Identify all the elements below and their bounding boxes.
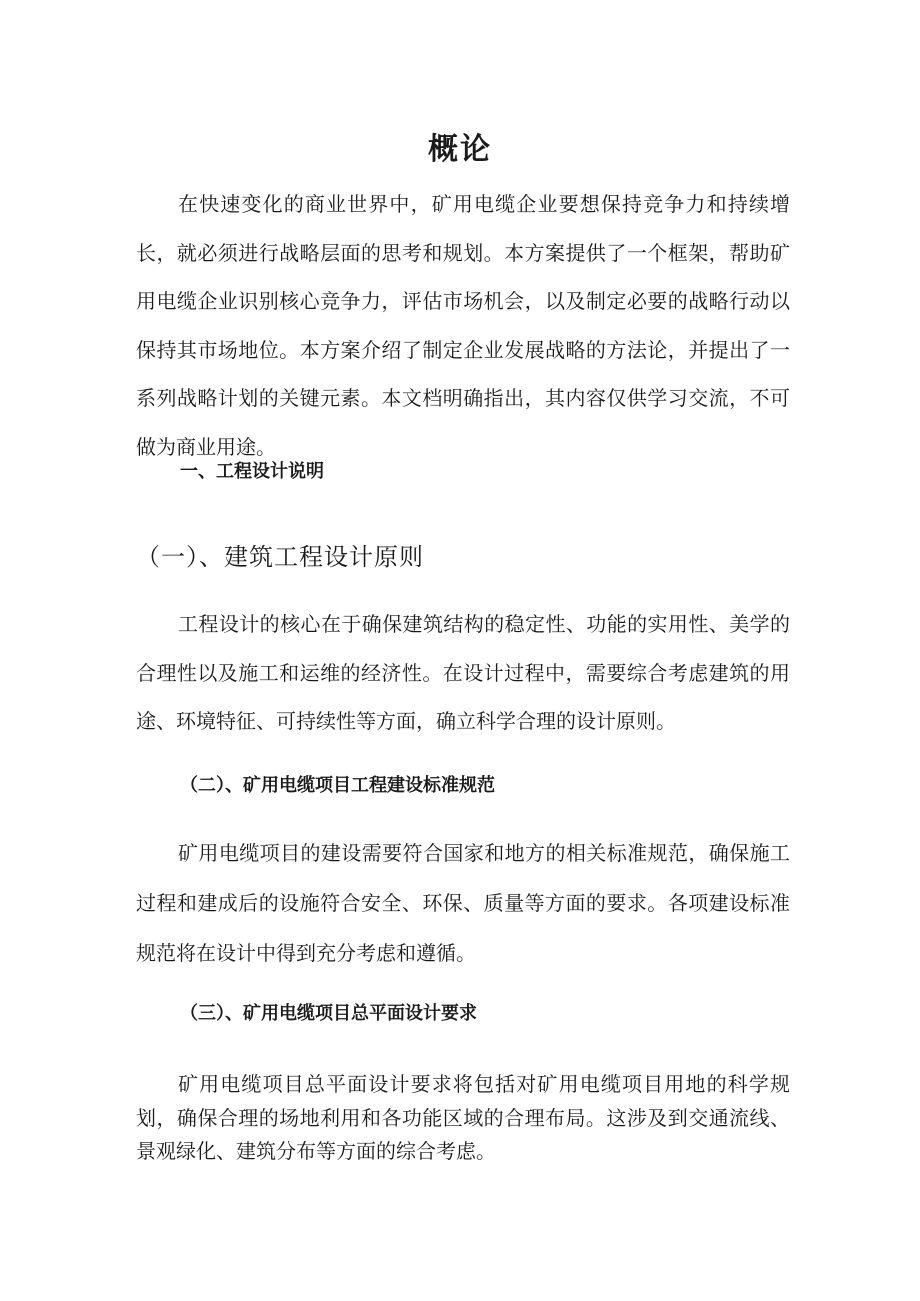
design-principles-paragraph: 工程设计的核心在于确保建筑结构的稳定性、功能的实用性、美学的合理性以及施工和运维的经济性。在设计过程中，需要综合考虑建筑的用途、环境特征、可持续性等方面，确立科学合理的设计原则。 bbox=[136, 612, 790, 733]
subsection-heading-standards: （二）、矿用电缆项目工程建设标准规范 bbox=[180, 775, 495, 796]
page-title: 概论 bbox=[428, 132, 492, 168]
standards-paragraph: 矿用电缆项目的建设需要符合国家和地方的相关标准规范，确保施工过程和建成后的设施符合安全、环保、质量等方面的要求。各项建设标准规范将在设计中得到充分考虑和遵循。 bbox=[136, 841, 790, 965]
intro-paragraph: 在快速变化的商业世界中，矿用电缆企业要想保持竞争力和持续增长，就必须进行战略层面的思考和规划。本方案提供了一个框架，帮助矿用电缆企业识别核心竞争力，评估市场机会，以及制定必要的战略行动以保持其市场地位。本方案介绍了制定企业发展战略的方法论，并提出了一系列战略计划的关键元素。本文档明确指出，其内容仅供学习交流，不可做为商业用途。 bbox=[136, 192, 790, 459]
subsection-heading-design-principles: （一）、建筑工程设计原则 bbox=[136, 543, 424, 571]
site-plan-paragraph: 矿用电缆项目总平面设计要求将包括对矿用电缆项目用地的科学规划，确保合理的场地利用和各功能区域的合理布局。这涉及到交通流线、景观绿化、建筑分布等方面的综合考虑。 bbox=[136, 1072, 790, 1163]
subsection-heading-site-plan: （三）、矿用电缆项目总平面设计要求 bbox=[180, 1003, 477, 1024]
section-heading-engineering-design: 一、工程设计说明 bbox=[180, 461, 324, 482]
